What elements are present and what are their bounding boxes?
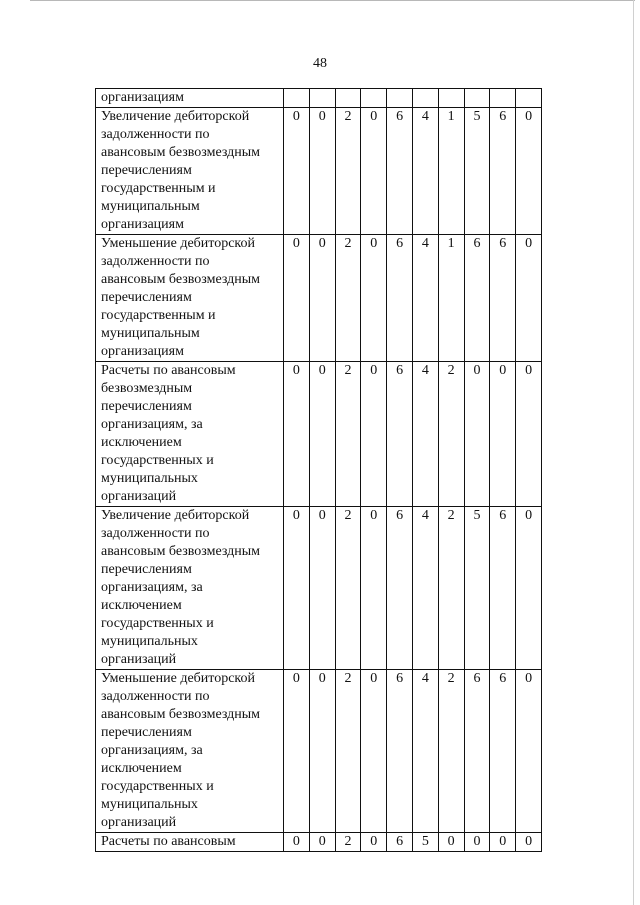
code-digit-cell: 0 (490, 833, 516, 852)
code-digit-cell: 5 (412, 833, 438, 852)
code-digit-cell: 2 (335, 108, 361, 235)
code-digit-cell: 2 (335, 235, 361, 362)
code-digit-cell: 0 (361, 362, 387, 507)
code-digit-cell (387, 89, 413, 108)
code-digit-cell (335, 89, 361, 108)
code-digit-cell: 0 (309, 108, 335, 235)
account-name-cell: организациям (96, 89, 284, 108)
account-name-cell: Увеличение дебиторской задолженности по авансовым безвозмездным перечислениям государственным и муниципальным организациям (96, 108, 284, 235)
code-digit-cell: 0 (309, 507, 335, 670)
table-row (96, 833, 542, 852)
code-digit-cell: 2 (335, 670, 361, 833)
code-digit-cell: 1 (438, 108, 464, 235)
code-digit-cell: 1 (438, 235, 464, 362)
code-digit-cell: 0 (309, 670, 335, 833)
code-digit-cell: 4 (412, 507, 438, 670)
account-name-cell: Расчеты по авансовым (96, 833, 284, 852)
code-digit-cell: 6 (387, 235, 413, 362)
code-digit-cell: 0 (284, 108, 310, 235)
code-digit-cell: 6 (490, 235, 516, 362)
code-digit-cell: 6 (387, 108, 413, 235)
account-name-cell: Расчеты по авансовым безвозмездным перечислениям организациям, за исключением государственных и муниципальных организаций (96, 362, 284, 507)
code-digit-cell: 0 (361, 108, 387, 235)
table-row (96, 362, 542, 507)
table-row (96, 89, 542, 108)
code-digit-cell: 6 (387, 833, 413, 852)
code-digit-cell: 0 (516, 670, 542, 833)
code-digit-cell: 0 (516, 833, 542, 852)
code-digit-cell: 0 (516, 235, 542, 362)
code-digit-cell: 0 (516, 362, 542, 507)
scan-edge-right (633, 0, 634, 905)
table-row (96, 235, 542, 362)
code-digit-cell: 4 (412, 108, 438, 235)
code-digit-cell: 6 (387, 362, 413, 507)
code-digit-cell: 2 (438, 670, 464, 833)
code-digit-cell: 6 (490, 507, 516, 670)
code-digit-cell: 0 (516, 507, 542, 670)
code-digit-cell: 4 (412, 235, 438, 362)
code-digit-cell: 6 (387, 507, 413, 670)
code-digit-cell: 4 (412, 362, 438, 507)
code-digit-cell (284, 89, 310, 108)
code-digit-cell: 0 (464, 833, 490, 852)
code-digit-cell: 0 (438, 833, 464, 852)
code-digit-cell: 4 (412, 670, 438, 833)
code-digit-cell: 0 (309, 833, 335, 852)
page-number: 48 (313, 56, 327, 71)
code-digit-cell (516, 89, 542, 108)
table-row (96, 670, 542, 833)
code-digit-cell: 0 (284, 670, 310, 833)
code-digit-cell: 2 (335, 362, 361, 507)
code-digit-cell (490, 89, 516, 108)
code-digit-cell: 0 (361, 833, 387, 852)
code-digit-cell: 0 (516, 108, 542, 235)
code-digit-cell: 6 (464, 670, 490, 833)
code-digit-cell: 0 (309, 362, 335, 507)
code-digit-cell: 6 (464, 235, 490, 362)
code-digit-cell: 0 (464, 362, 490, 507)
code-digit-cell (464, 89, 490, 108)
code-digit-cell: 0 (284, 833, 310, 852)
table-row (96, 507, 542, 670)
table-body (96, 89, 542, 852)
account-name-cell: Уменьшение дебиторской задолженности по авансовым безвозмездным перечислениям организациям, за исключением государственных и муниципальных организаций (96, 670, 284, 833)
code-digit-cell: 6 (490, 670, 516, 833)
code-digit-cell: 0 (284, 235, 310, 362)
code-digit-cell: 5 (464, 507, 490, 670)
code-digit-cell: 0 (309, 235, 335, 362)
code-digit-cell (361, 89, 387, 108)
code-digit-cell (412, 89, 438, 108)
code-digit-cell: 2 (335, 507, 361, 670)
account-name-cell: Увеличение дебиторской задолженности по авансовым безвозмездным перечислениям организациям, за исключением государственных и муниципальных организаций (96, 507, 284, 670)
code-digit-cell: 2 (438, 362, 464, 507)
account-codes-table (95, 88, 542, 852)
code-digit-cell: 0 (361, 507, 387, 670)
code-digit-cell: 6 (387, 670, 413, 833)
code-digit-cell: 0 (361, 235, 387, 362)
code-digit-cell: 0 (490, 362, 516, 507)
code-digit-cell: 0 (361, 670, 387, 833)
code-digit-cell (438, 89, 464, 108)
code-digit-cell: 0 (284, 507, 310, 670)
code-digit-cell: 0 (284, 362, 310, 507)
code-digit-cell: 2 (438, 507, 464, 670)
code-digit-cell (309, 89, 335, 108)
table-row (96, 108, 542, 235)
scan-edge-top (30, 0, 635, 1)
code-digit-cell: 5 (464, 108, 490, 235)
account-name-cell: Уменьшение дебиторской задолженности по авансовым безвозмездным перечислениям государственным и муниципальным организациям (96, 235, 284, 362)
code-digit-cell: 2 (335, 833, 361, 852)
code-digit-cell: 6 (490, 108, 516, 235)
